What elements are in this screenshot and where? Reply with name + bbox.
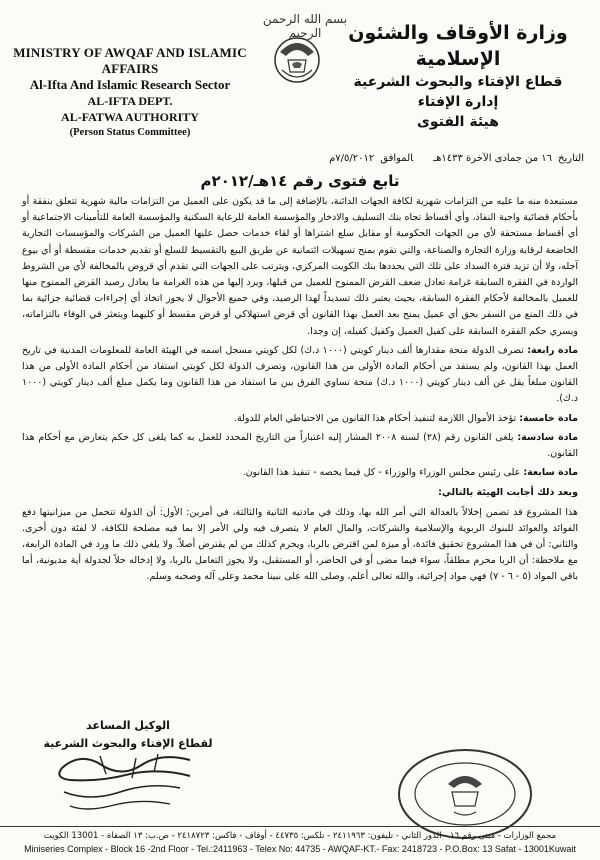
date-line (24, 153, 584, 164)
header-arabic (328, 20, 588, 132)
department-name-ar: إدارة الإفتاء (417, 94, 499, 110)
deputy-title: الوكيل المساعد (86, 719, 170, 732)
sector-name-ar: قطاع الإفتاء والبحوث الشرعية (353, 74, 563, 90)
header-english (10, 45, 250, 141)
signature-block (28, 718, 228, 752)
handwritten-signature-icon (40, 748, 210, 818)
deputy-sector: لقطاع الإفتاء والبحوث الشرعية (43, 737, 213, 750)
fatwa-title: تابع فتوى رقم ١٤هـ/٢٠١٢م (200, 172, 400, 190)
article-7-text: على رئيس مجلس الوزراء والوزراء - كل فيما يخصه - تنفيذ هذا القانون. (242, 467, 521, 479)
ministry-name-en: MINISTRY OF AWQAF AND ISLAMIC AFFAIRS (13, 45, 247, 76)
article-6 (22, 430, 578, 462)
article-4-text: تصرف الدولة منحة مقدارها ألف دينار كويتي (١٠٠٠ د.ك) لكل كويتي مسجل اسمه في الهيئة العامة للمعلومات المدنية في تاريخ العمل بهذا القانون، ولم يستفد من أحكام المادة الأولى من هذا القانون، وتصرف الدولة لكل كويتي استفاد من أحكام المادة الأولى من هذا القانون مبلغاً يقل عن ألف دينار كويتي (١٠٠٠ د.ك) منحة تساوي الفرق بين ما استفاد من هذا القانون وما يكمل مبلغ ألف دينار كويتي (١٠٠٠ د.ك). (22, 344, 578, 405)
article-4-label: مادة رابعة: (527, 344, 578, 356)
article-4 (22, 343, 578, 408)
article-6-text: يلغى القانون رقم (٢٨) لسنة ٢٠٠٨ المشار إليه اعتباراً من التاريخ المحدد للعمل به كما يلغى كل حكم يتعارض مع أحكام هذا القانون. (22, 431, 578, 460)
authority-name-en: AL-FATWA AUTHORITY (61, 110, 199, 124)
article-5-label: مادة خامسة: (519, 412, 578, 424)
fatwa-body (22, 194, 578, 589)
date-label: التاريخ (558, 153, 584, 164)
article-7-label: مادة سابعة: (523, 467, 578, 479)
sector-name-en: Al-Ifta And Islamic Research Sector (29, 77, 231, 92)
ministry-name-ar: وزارة الأوقاف والشئون الإسلامية (348, 22, 568, 70)
corresponding-value: ٧/٥/٢٠١٢م (329, 153, 375, 164)
article-5-text: تؤخذ الأموال اللازمة لتنفيذ أحكام هذا القانون من الاحتياطي العام للدولة. (233, 412, 517, 424)
committee-name-en: (Person Status Committee) (69, 127, 191, 138)
article-5 (22, 411, 578, 427)
answer-heading: وبعد ذلك أجابت الهيئة بالتالي: (438, 487, 578, 499)
answer-text: هذا المشروع قد تضمن إخلالاً بالعدالة التي أمر الله بها، وذلك في مادتيه الثانية والثالثة، في أمرين: الأول: أن الدولة تتحمل من ميزانيتها دفع الفوائد والعوائد للبنوك الربوية والإسلامية والشركات، والمال العام لا يتصرف فيه ولي الأمر إلا بما فيه مصلحة للكافة، لا لفئة دون أخرى. والثاني: أن في هذا المشروع تحقيق فائدة، أو ميزة لمن اقترض بالربا، ويحرم كذلك من لم يقترض أصلاً. ولا يلغي ذلك ما ورد في المادة الرابعة، مع ملاحظة: أن الربا محرم مطلقاً، سواء فيما مضى أو في الحاضر، أو المستقبل، ولا يجوز التعامل بالربا، ولا إدخاله حلاً لجدولة أية مديونية، أما باقي المواد (٥ - ٦ - ٧) فهي مواد إجرائية، والله تعالى أعلم، وصلى الله على نبينا محمد وعلى آله وصحبه وسلم. (22, 506, 578, 583)
basmala: بسم الله الرحمن الرحيم (262, 12, 348, 40)
footer (0, 826, 600, 856)
paragraph-intro: مستبعدة منه ما عليه من التزامات شهرية لكافة الجهات الدائنة، بالإضافة إلى ما قد يكون على العميل من التزامات مالية شهرية تتعلق بنفقة أو بأحكام قضائية واجبة النفاذ، وأي أقساط تجاه بنك التسليف والادخار والمؤسسة العامة للرعاية السكنية والمؤسسة العامة للتأمينات الاجتماعية أو أي أقساط مستحقة لأي من الجهات الحكومية أو مقابل سلع اشتراها أو لقاء خدمات حصل عليها العميل من الشركات والمؤسسات التجارية الخاضعة لرقابة وزارة التجارة والصناعة، والتي تقوم بمنح تسهيلات ائتمانية عن طريق البيع بالتقسيط للسلع أو تقديم خدمات مقسطة أو أي بيوع آجله، ولا أن تزيد فترة السداد على تلك التي يحددها بنك الكويت المركزي، ويترتب على الجهات التي تقدم أي قروض بالمخالفة لأي من الشروط الواردة في الفقرة السابقة غرامة تعادل ضعف القرض الممنوح للعميل من قبلها، ويرد إليها من هذه الغرامة ما يعادل رصيد القرض الممنوح منها للعميل بالمخالفة لأحكام الفقرة السابقة، بحيث يعتبر ذلك تسديداً لهذا الرصيد، وفي جميع الأحوال لا يجوز اتخاذ أي إجراءات قضائية جزائية بما في ذلك المنع من السفر بحق أي عميل يمنح بعد العمل بهذا القانون أي قرض استهلاكي أو قرض مقسط أو كليهما ويتعثر في الوفاء بالتزاماته، ويسري حكم الفقرة السابقة على كفيل العميل وكفيل كفيله، إن وجدا. (22, 196, 578, 337)
footer-arabic: مجمع الوزارات - مبنى رقم ١٦ - الدور الثاني - تليفون: ٢٤١١٩٦٣ - تلكس: ٤٤٧٣٥ - أوقاف - فاكس: ٢٤١٨٧٢٣ - ص.ب: ١٣ الصفاة - 13001 الكويت (43, 831, 557, 841)
authority-name-ar: هيئة الفتوى (417, 114, 499, 130)
kuwait-emblem-icon (268, 30, 326, 88)
department-name-en: AL-IFTA DEPT. (87, 94, 173, 108)
date-value: ١٦ من جمادى الآخرة ١٤٣٣هـ (433, 153, 553, 164)
corresponding-label: الموافق (380, 153, 414, 164)
footer-english: Miniseries Complex - Block 16 -2nd Floor - Tel.:2411963 - Telex No: 44735 - AWQAF-KT.- Fax: 2418723 - P.O.Box: 13 Safat - 13001Kuwait (24, 844, 576, 854)
article-6-label: مادة سادسة: (517, 431, 579, 443)
article-7 (22, 465, 578, 481)
